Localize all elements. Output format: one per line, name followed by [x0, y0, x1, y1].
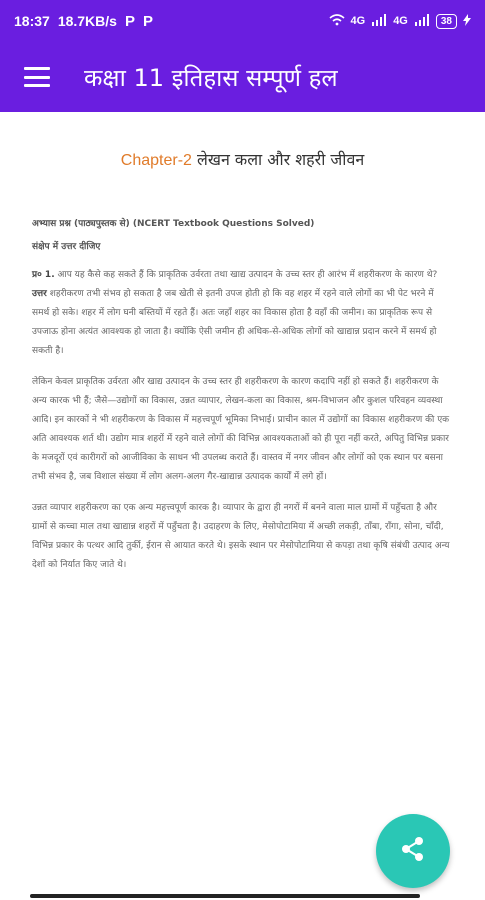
chapter-name: लेखन कला और शहरी जीवन	[197, 150, 365, 169]
question	[32, 266, 453, 361]
network-type-2: 4G	[393, 15, 408, 27]
answer-para-1: शहरीकरण तभी संभव हो सकता है जब खेती से इतनी उपज होती हो कि वह शहर में रहने वाले लोगों का भी पेट भरने में समर्थ हो सके। शहर में लोग घनी बस्तियों में रहते हैं। अतः जहाँ शहर का विकास होता है वहाँ की जमीन। का प्राकृतिक रूप से उपजाऊ होना अत्यंत आवश्यक हो जाता है। क्योंकि ऐसी जमीन ही अधिक-से-अधिक लोगों को खाद्यान्न प्रदान करने में समर्थ हो सकती है।	[32, 289, 437, 356]
app-bar	[0, 42, 485, 112]
answer-para-2: लेकिन केवल प्राकृतिक उर्वरता और खाद्य उत्पादन के उच्च स्तर ही शहरीकरण के कारण कदापि नहीं हो सकते हैं। शहरीकरण के अन्य कारक भी हैं; जैसे—उद्योगों का विकास, उन्नत व्यापार, लेखन-कला का विकास, श्रम-विभाजन और कुशल परिवहन व्यवस्था आदि। इन कारकों ने भी शहरीकरण के विकास में महत्त्वपूर्ण भूमिका निभाई। प्राचीन काल में उद्योगों का विकास शहरीकरण की एक अति आवश्यक शर्त थी। उद्योग मात्र शहरों में रहने वाले लोगों की विभिन्न आवश्यकताओं को ही पूरा नहीं करते, अपितु विभिन्न प्रकार के मजदूरों एवं कारीगरों को आजीविका के साधन भी उपलब्ध कराते हैं। वास्तव में नगर जीवन और लोगों को एक स्थान पर बसना तभी संभव है, जब विशाल संख्या में लोग अलग-अलग गैर-खाद्यान्न उत्पादक कार्यों में लगे हों।	[32, 377, 450, 482]
answer-label: उत्तर	[32, 289, 47, 299]
charging-icon	[463, 14, 471, 29]
chapter-tag: Chapter-2	[120, 152, 192, 169]
subheading: संक्षेप में उत्तर दीजिए	[32, 242, 101, 252]
status-left	[14, 13, 153, 30]
menu-icon[interactable]	[24, 67, 50, 87]
network-speed: 18.7KB/s	[57, 13, 117, 29]
status-right	[329, 14, 472, 29]
p-icon-2: P	[142, 12, 153, 30]
battery-icon: 38	[436, 14, 457, 29]
signal-icon-2	[414, 14, 430, 29]
clock: 18:37	[14, 13, 50, 29]
document-content	[0, 112, 485, 900]
status-bar	[0, 0, 485, 42]
question-label: प्र० 1.	[32, 270, 55, 280]
app-title: कक्षा 11 इतिहास सम्पूर्ण हल	[84, 63, 338, 92]
navigation-handle[interactable]	[30, 894, 420, 898]
share-icon	[399, 835, 427, 867]
answer-para-3: उन्नत व्यापार शहरीकरण का एक अन्य महत्त्वपूर्ण कारक है। व्यापार के द्वारा ही नगरों में बनने वाला माल ग्रामों में पहुँचता है और ग्रामों से कच्चा माल तथा खाद्यान्न शहरों में पहुँचता है। उदाहरण के लिए, मेसोपोटामिया में अच्छी लकड़ी, ताँबा, राँगा, सोना, चाँदी, विभिन्न प्रकार के पत्थर आदि तुर्की, ईरान से आयात करते थे। इसके स्थान पर मेसोपोटामिया से कपड़ा तथा कृषि संबंधी उत्पाद अन्य देशों को निर्यात किए जाते थे।	[32, 503, 450, 570]
chapter-title	[32, 148, 453, 170]
wifi-icon	[329, 14, 345, 29]
section-heading: अभ्यास प्रश्न (पाठ्यपुस्तक से) (NCERT Textbook Questions Solved)	[32, 219, 315, 229]
question-text: आप यह कैसे कह सकते हैं कि प्राकृतिक उर्वरता तथा खाद्य उत्पादन के उच्च स्तर ही आरंभ में शहरीकरण के कारण थे?	[57, 270, 438, 280]
network-type: 4G	[350, 15, 366, 27]
signal-icon	[371, 14, 387, 29]
share-button[interactable]	[376, 814, 450, 888]
p-icon: P	[124, 12, 135, 30]
